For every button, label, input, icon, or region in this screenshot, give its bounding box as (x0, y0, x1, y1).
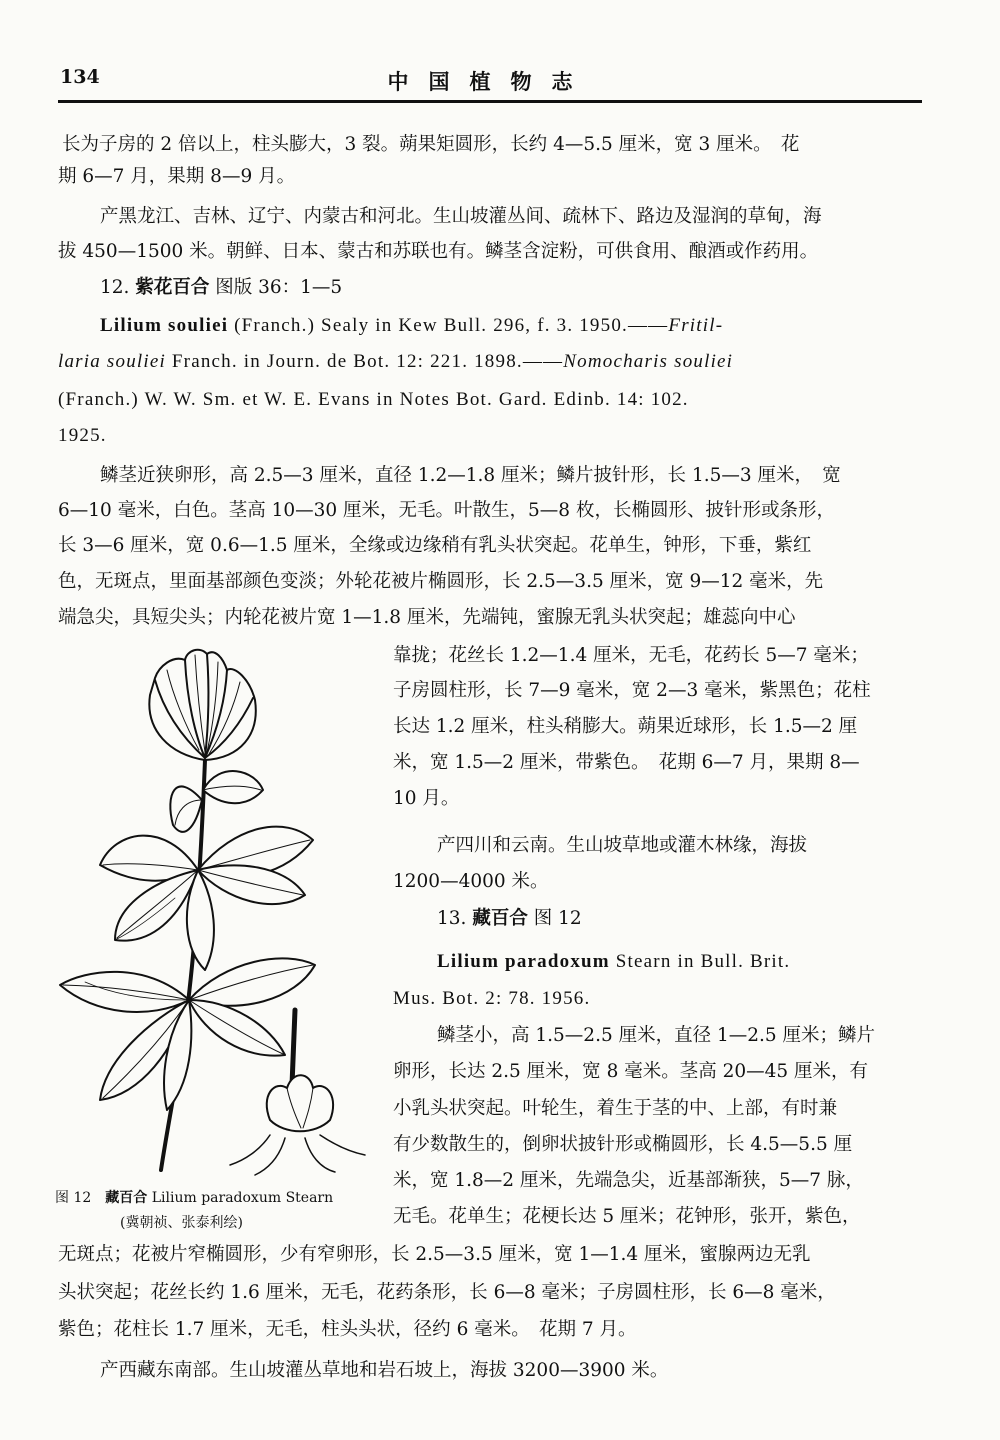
figure-label: 图 12 (55, 1190, 106, 1206)
sp13-latin-name: Lilium paradoxum (437, 951, 610, 972)
bulb-drawing (230, 1075, 365, 1175)
sp13-heading (437, 907, 582, 931)
figure-credit: (冀朝祯、张泰利绘) (120, 1215, 243, 1231)
running-header (60, 66, 920, 100)
sp13-desc-line-2: 头状突起；花丝长约 1.6 厘米，无毛，花药条形，长 6—8 毫米；子房圆柱形，长 6—8 毫米， (58, 1282, 836, 1303)
sp12-dist-line-1: 产四川和云南。生山坡草地或灌木林缘，海拔 (437, 835, 808, 856)
sp12-citation-line-1: Lilium souliei (Franch.) Sealy in Kew Bull. 296, f. 3. 1950.——Fritil- (100, 315, 724, 336)
sp12-desc-line-2: 6—10 毫米，白色。茎高 10—30 厘米，无毛。叶散生，5—8 枚，长椭圆形、披针形或条形， (58, 500, 835, 521)
sp12-desc-right-3: 长达 1.2 厘米，柱头稍膨大。蒴果近球形，长 1.5—2 厘 (393, 716, 858, 737)
figure-latin: Lilium paradoxum Stearn (147, 1190, 334, 1206)
header-rule (58, 100, 922, 103)
sp13-desc-right-4: 有少数散生的，倒卵状披针形或椭圆形，长 4.5—5.5 厘 (393, 1134, 853, 1155)
figure-name-cn: 藏百合 (105, 1190, 148, 1206)
sp13-desc-right-6: 无毛。花单生；花梗长达 5 厘米；花钟形，张开，紫色， (393, 1206, 861, 1227)
sp13-dist: 产西藏东南部。生山坡灌丛草地和岩石坡上，海拔 3200—3900 米。 (100, 1360, 669, 1381)
sp13-desc-right-1: 鳞茎小，高 1.5—2.5 厘米，直径 1—2.5 厘米；鳞片 (437, 1025, 876, 1046)
sp12-citation-line-4: 1925. (58, 425, 107, 446)
sp13-desc-right-2: 卵形，长达 2.5 厘米，宽 8 毫米。茎高 20—45 厘米，有 (393, 1061, 869, 1082)
page-number: 134 (60, 66, 100, 88)
sp12-citation-line-2: laria souliei Franch. in Journ. de Bot. 12: 221. 1898.——Nomocharis souliei (58, 351, 734, 372)
sp12-desc-right-1: 靠拢；花丝长 1.2—1.4 厘米，无毛，花药长 5—7 毫米； (393, 645, 869, 666)
prev-desc-line-2: 期 6—7 月，果期 8—9 月。 (58, 166, 296, 187)
sp12-name-cn: 紫花百合 (135, 277, 210, 298)
sp12-citation-line-3: (Franch.) W. W. Sm. et W. E. Evans in Notes Bot. Gard. Edinb. 14: 102. (58, 389, 689, 410)
sp13-name-cn: 藏百合 (472, 908, 528, 929)
flower-drawing (149, 650, 255, 760)
prev-dist-line-2: 拔 450—1500 米。朝鲜、日本、蒙古和苏联也有。鳞茎含淀粉，可供食用、酿酒或作药用。 (58, 241, 819, 262)
sp12-plate: 图版 36：1—5 (215, 277, 343, 298)
prev-dist-line-1: 产黑龙江、吉林、辽宁、内蒙古和河北。生山坡灌丛间、疏林下、路边及湿润的草甸，海 (100, 206, 822, 227)
sp12-desc-right-2: 子房圆柱形，长 7—9 毫米，宽 2—3 毫米，紫黑色；花柱 (393, 680, 871, 701)
sp13-number: 13. (437, 908, 467, 929)
figure-caption (55, 1187, 333, 1207)
sp12-desc-right-5: 10 月。 (393, 788, 460, 809)
sp12-dist-line-2: 1200—4000 米。 (393, 871, 549, 892)
sp13-desc-line-1: 无斑点；花被片窄椭圆形，少有窄卵形，长 2.5—3.5 厘米，宽 1—1.4 厘米，蜜腺两边无乳 (58, 1244, 811, 1265)
sp13-desc-right-3: 小乳头状突起。叶轮生，着生于茎的中、上部，有时兼 (393, 1098, 838, 1119)
lily-illustration (55, 640, 375, 1180)
sp12-desc-line-1: 鳞茎近狭卵形，高 2.5—3 厘米，直径 1.2—1.8 厘米；鳞片披针形，长 1.5—3 厘米， 宽 (100, 465, 841, 486)
sp12-desc-line-5: 端急尖，具短尖头；内轮花被片宽 1—1.8 厘米，先端钝，蜜腺无乳头状突起；雄蕊向中心 (58, 607, 796, 628)
sp13-plate: 图 12 (533, 908, 582, 929)
leaf-whorl-middle (100, 827, 313, 970)
sp12-number: 12. (100, 277, 130, 298)
sp13-citation-line-1: Lilium paradoxum Stearn in Bull. Brit. (437, 951, 791, 972)
running-title: 中国植物志 (387, 69, 593, 94)
sp12-desc-line-4: 色，无斑点，里面基部颜色变淡；外轮花被片椭圆形，长 2.5—3.5 厘米，宽 9—12 毫米，先 (58, 571, 824, 592)
prev-desc-line-1: 长为子房的 2 倍以上，柱头膨大，3 裂。蒴果矩圆形，长约 4—5.5 厘米，宽 3 厘米。 花 (62, 134, 800, 155)
sp12-desc-right-4: 米，宽 1.5—2 厘米，带紫色。 花期 6—7 月，果期 8— (393, 752, 860, 773)
sp12-latin-name: Lilium souliei (100, 315, 229, 336)
sp13-desc-right-5: 米，宽 1.8—2 厘米，先端急尖，近基部渐狭，5—7 脉， (393, 1170, 864, 1191)
sp12-desc-line-3: 长 3—6 厘米，宽 0.6—1.5 厘米，全缘或边缘稍有乳头状突起。花单生，钟形，下垂，紫红 (58, 535, 812, 556)
sp12-heading (100, 276, 342, 300)
sp13-citation-line-2: Mus. Bot. 2: 78. 1956. (393, 988, 591, 1009)
sp13-desc-line-3: 紫色；花柱长 1.7 厘米，无毛，柱头头状，径约 6 毫米。 花期 7 月。 (58, 1319, 637, 1340)
